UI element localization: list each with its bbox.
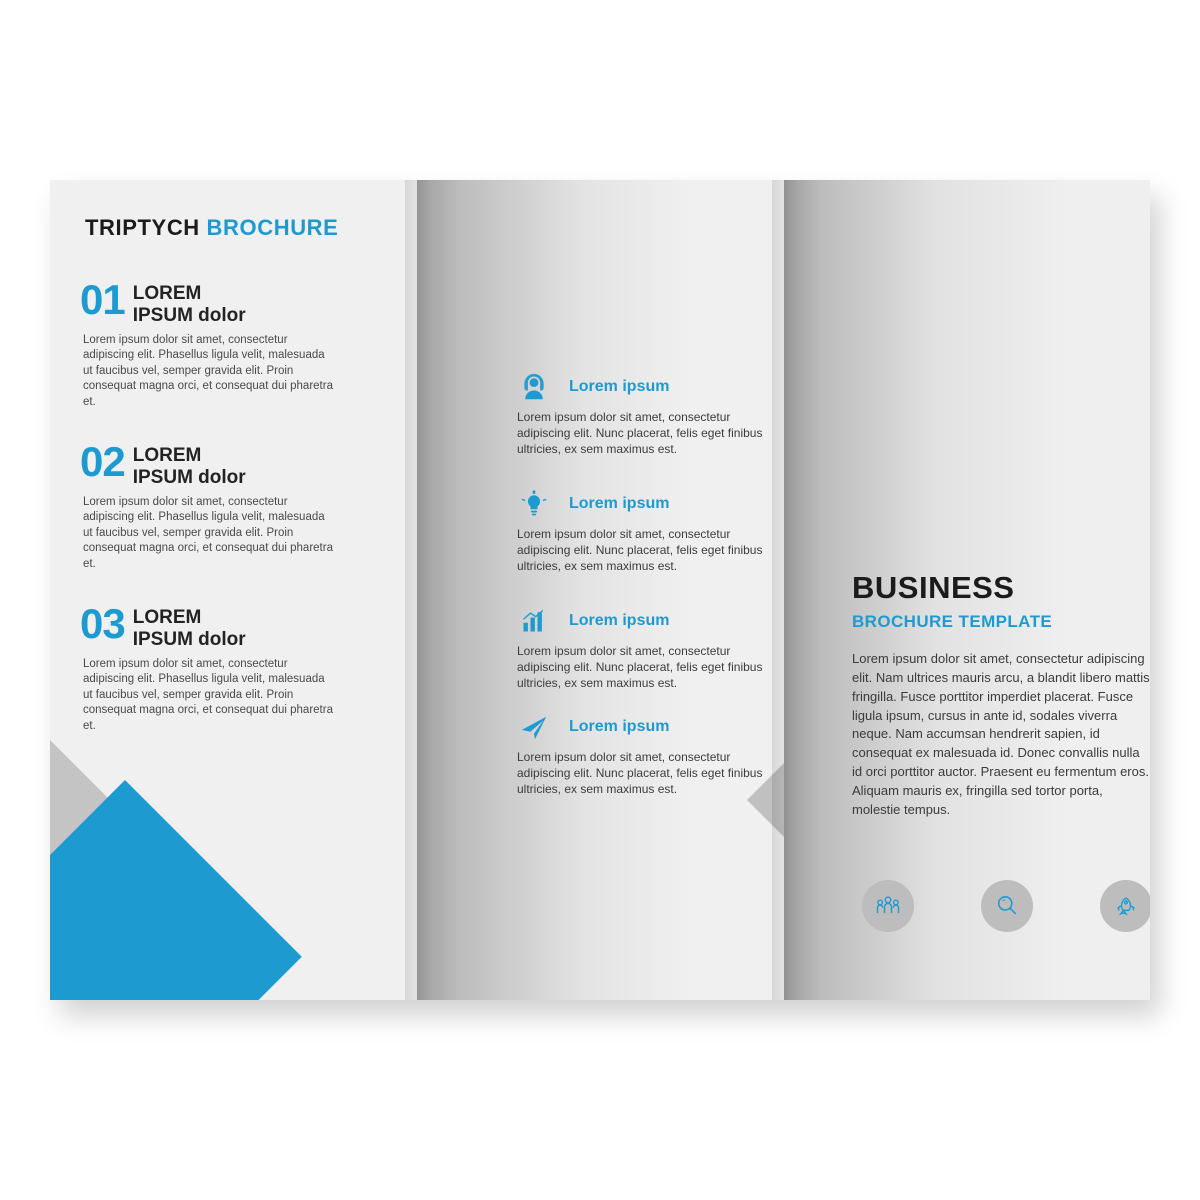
cover-subtitle: BROCHURE TEMPLATE (852, 612, 1053, 631)
numbered-item (80, 438, 380, 572)
feature-body: Lorem ipsum dolor sit amet, consectetur adipiscing elit. Nunc placerat, felis eget finibus ultricies, ex sem maximus est. (517, 527, 763, 574)
item-heading-line-2: IPSUM dolor (132, 466, 246, 488)
lightbulb-idea-icon (517, 487, 551, 521)
cover-badge-row (862, 880, 1150, 932)
brand-title (85, 215, 338, 241)
numbered-item (80, 276, 380, 410)
headset-support-icon (517, 370, 551, 404)
feature-title: Lorem ipsum (569, 378, 670, 395)
item-body: Lorem ipsum dolor sit amet, consectetur adipiscing elit. Phasellus ligula velit, malesuada ut faucibus vel, semper gravida elit. Proin consequat magna orci, et consequat dui pharetra et. (83, 333, 333, 408)
feature-body: Lorem ipsum dolor sit amet, consectetur adipiscing elit. Nunc placerat, felis eget finibus ultricies, ex sem maximus est. (517, 644, 763, 691)
bar-chart-icon (517, 604, 551, 638)
panel-right-content (784, 180, 1150, 1000)
brand-word-1: TRIPTYCH (85, 215, 200, 240)
cover-title: BUSINESS (852, 570, 1015, 605)
item-heading (133, 280, 246, 327)
rocket-launch-icon (1100, 880, 1150, 932)
numbered-item-header (80, 600, 380, 651)
item-heading-line-2: IPSUM dolor (132, 628, 246, 650)
paper-plane-icon (517, 710, 551, 744)
feature-item (517, 487, 777, 575)
people-group-icon (862, 880, 914, 932)
item-number: 03 (80, 600, 125, 647)
numbered-item-header (80, 276, 380, 327)
feature-body: Lorem ipsum dolor sit amet, consectetur adipiscing elit. Nunc placerat, felis eget finibus ultricies, ex sem maximus est. (517, 410, 763, 457)
feature-header (517, 487, 777, 521)
panel-middle-content (417, 180, 784, 1000)
feature-title: Lorem ipsum (569, 612, 670, 629)
brand-word-2: BROCHURE (206, 215, 339, 240)
numbered-item-header (80, 438, 380, 489)
item-number: 02 (80, 438, 125, 485)
feature-item (517, 370, 777, 458)
panel-left-content (50, 180, 417, 1000)
feature-header (517, 710, 777, 744)
item-body: Lorem ipsum dolor sit amet, consectetur adipiscing elit. Phasellus ligula velit, malesuada ut faucibus vel, semper gravida elit. Proin consequat magna orci, et consequat dui pharetra et. (83, 657, 333, 732)
cover-body-text: Lorem ipsum dolor sit amet, consectetur adipiscing elit. Nam ultrices mauris arcu, a blandit libero mattis fringilla. Fusce porttitor imperdiet placerat. Fusce ligula ipsum, cursus in ante id, sodales viverra neque. Nam accumsan hendrerit sapien, id consequat ex malesuada id. Donec convallis nulla id orci porttitor auctor. Praesent eu fermentum eros. Aliquam mauris ex, fringilla sed tortor porta, molestie tempus. (852, 651, 1150, 817)
item-heading-line-2: IPSUM dolor (132, 304, 246, 326)
feature-title: Lorem ipsum (569, 718, 670, 735)
item-heading-line-1: LOREM (132, 283, 202, 304)
feature-header (517, 604, 777, 638)
item-heading (133, 442, 246, 489)
feature-title: Lorem ipsum (569, 495, 670, 512)
feature-body: Lorem ipsum dolor sit amet, consectetur adipiscing elit. Nunc placerat, felis eget finibus ultricies, ex sem maximus est. (517, 750, 763, 797)
item-heading (133, 604, 246, 651)
item-body: Lorem ipsum dolor sit amet, consectetur adipiscing elit. Phasellus ligula velit, malesuada ut faucibus vel, semper gravida elit. Proin consequat magna orci, et consequat dui pharetra et. (83, 495, 333, 570)
feature-header (517, 370, 777, 404)
item-heading-line-1: LOREM (132, 445, 202, 466)
item-number: 01 (80, 276, 125, 323)
brochure-sheet (50, 180, 1150, 1000)
feature-item (517, 604, 777, 692)
feature-item (517, 710, 777, 798)
item-heading-line-1: LOREM (132, 607, 202, 628)
magnifier-search-icon (981, 880, 1033, 932)
numbered-item (80, 600, 380, 734)
